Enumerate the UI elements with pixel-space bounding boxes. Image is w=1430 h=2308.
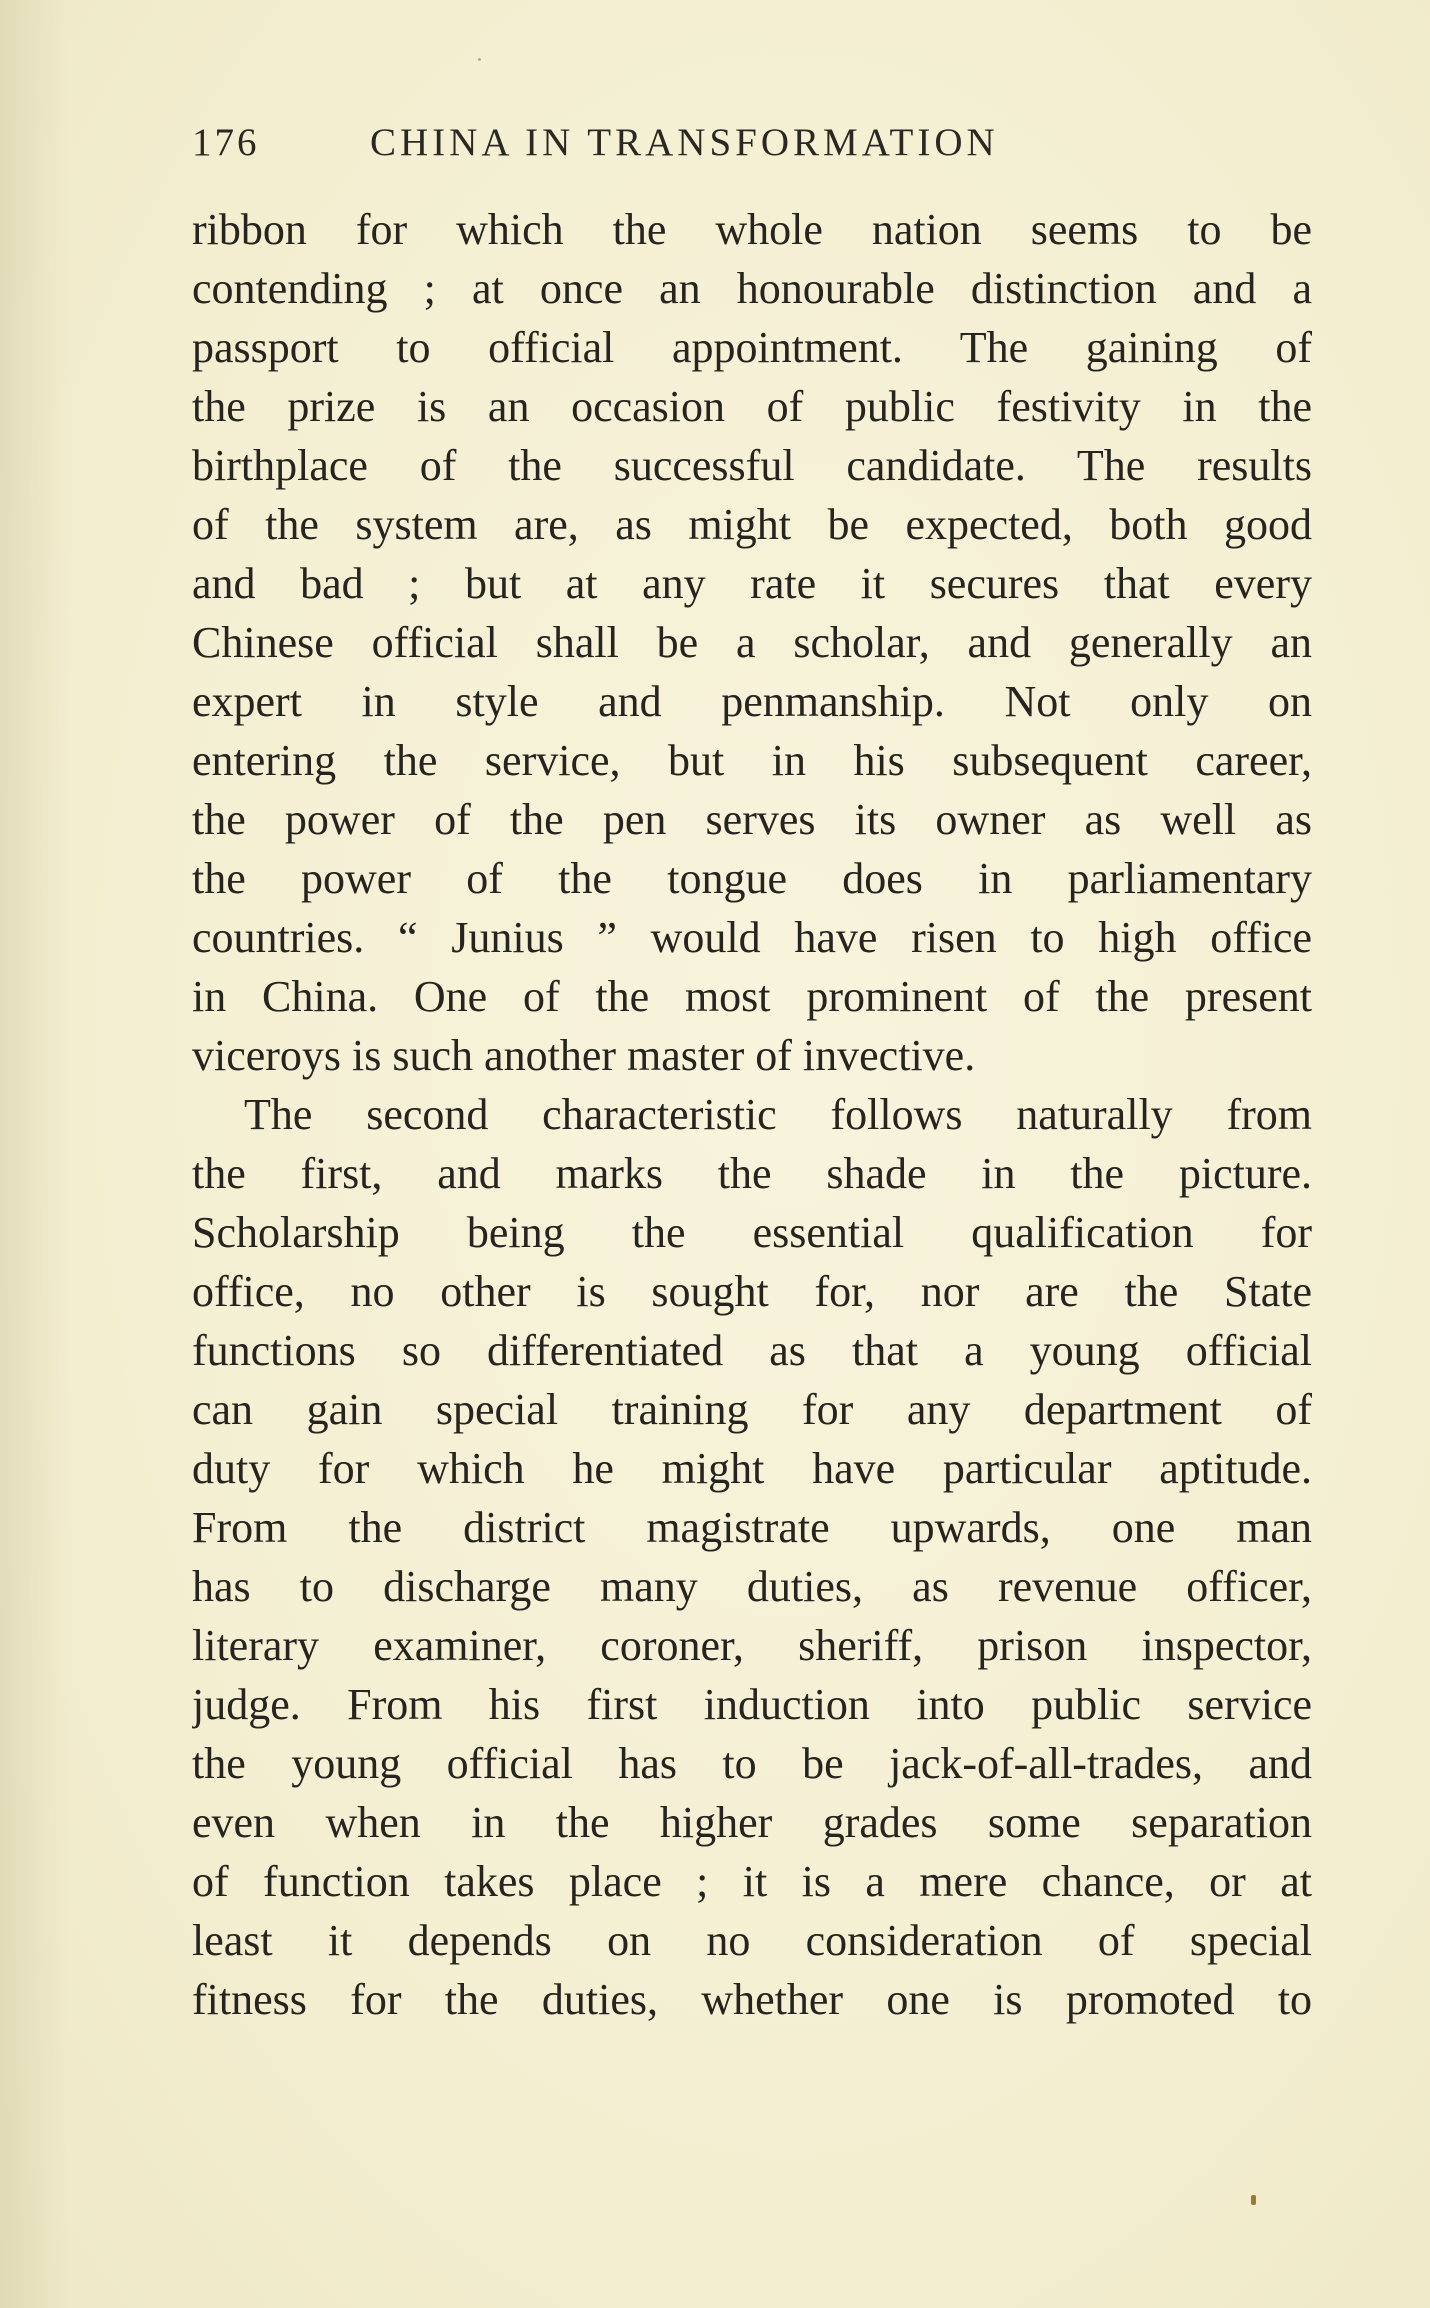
text-line: contending ; at once an honourable distinction and a <box>192 264 1312 313</box>
text-line: the power of the pen serves its owner as well as <box>192 795 1312 844</box>
text-line: office, no other is sought for, nor are the State <box>192 1267 1312 1316</box>
body-text <box>192 200 1312 2029</box>
text-line: functions so differentiated as that a young official <box>192 1326 1312 1375</box>
text-line: of the system are, as might be expected, both good <box>192 500 1312 549</box>
text-line: has to discharge many duties, as revenue officer, <box>192 1562 1312 1611</box>
text-line: Scholarship being the essential qualification for <box>192 1208 1312 1257</box>
running-head <box>192 120 1312 180</box>
text-line: literary examiner, coroner, sheriff, prison inspector, <box>192 1621 1312 1670</box>
ink-speck <box>1251 2195 1256 2205</box>
page-number: 176 <box>192 121 260 164</box>
text-line: fitness for the duties, whether one is promoted to <box>192 1975 1312 2024</box>
text-line: judge. From his first induction into public service <box>192 1680 1312 1729</box>
text-line: the power of the tongue does in parliamentary <box>192 854 1312 903</box>
text-line: least it depends on no consideration of special <box>192 1916 1312 1965</box>
text-line: birthplace of the successful candidate. The results <box>192 441 1312 490</box>
text-line: of function takes place ; it is a mere chance, or at <box>192 1857 1312 1906</box>
text-line: the young official has to be jack-of-all-trades, and <box>192 1739 1312 1788</box>
paragraph-start-line: The second characteristic follows naturally from <box>244 1090 1312 1139</box>
text-line: entering the service, but in his subsequent career, <box>192 736 1312 785</box>
running-title: CHINA IN TRANSFORMATION <box>370 121 999 164</box>
text-line: even when in the higher grades some separation <box>192 1798 1312 1847</box>
text-line: the first, and marks the shade in the picture. <box>192 1149 1312 1198</box>
text-line: ribbon for which the whole nation seems to be <box>192 205 1312 254</box>
text-line: From the district magistrate upwards, one man <box>192 1503 1312 1552</box>
text-line: Chinese official shall be a scholar, and generally an <box>192 618 1312 667</box>
paper-speck <box>478 58 481 61</box>
text-line: passport to official appointment. The gaining of <box>192 323 1312 372</box>
text-line: can gain special training for any department of <box>192 1385 1312 1434</box>
text-line: in China. One of the most prominent of the present <box>192 972 1312 1021</box>
text-line: duty for which he might have particular aptitude. <box>192 1444 1312 1493</box>
spine-shadow <box>0 0 70 2308</box>
text-line: and bad ; but at any rate it secures that every <box>192 559 1312 608</box>
paragraph-end-line: viceroys is such another master of invective. <box>192 1031 976 1080</box>
text-line: expert in style and penmanship. Not only on <box>192 677 1312 726</box>
text-line: countries. “ Junius ” would have risen to high office <box>192 913 1312 962</box>
text-line: the prize is an occasion of public festivity in the <box>192 382 1312 431</box>
